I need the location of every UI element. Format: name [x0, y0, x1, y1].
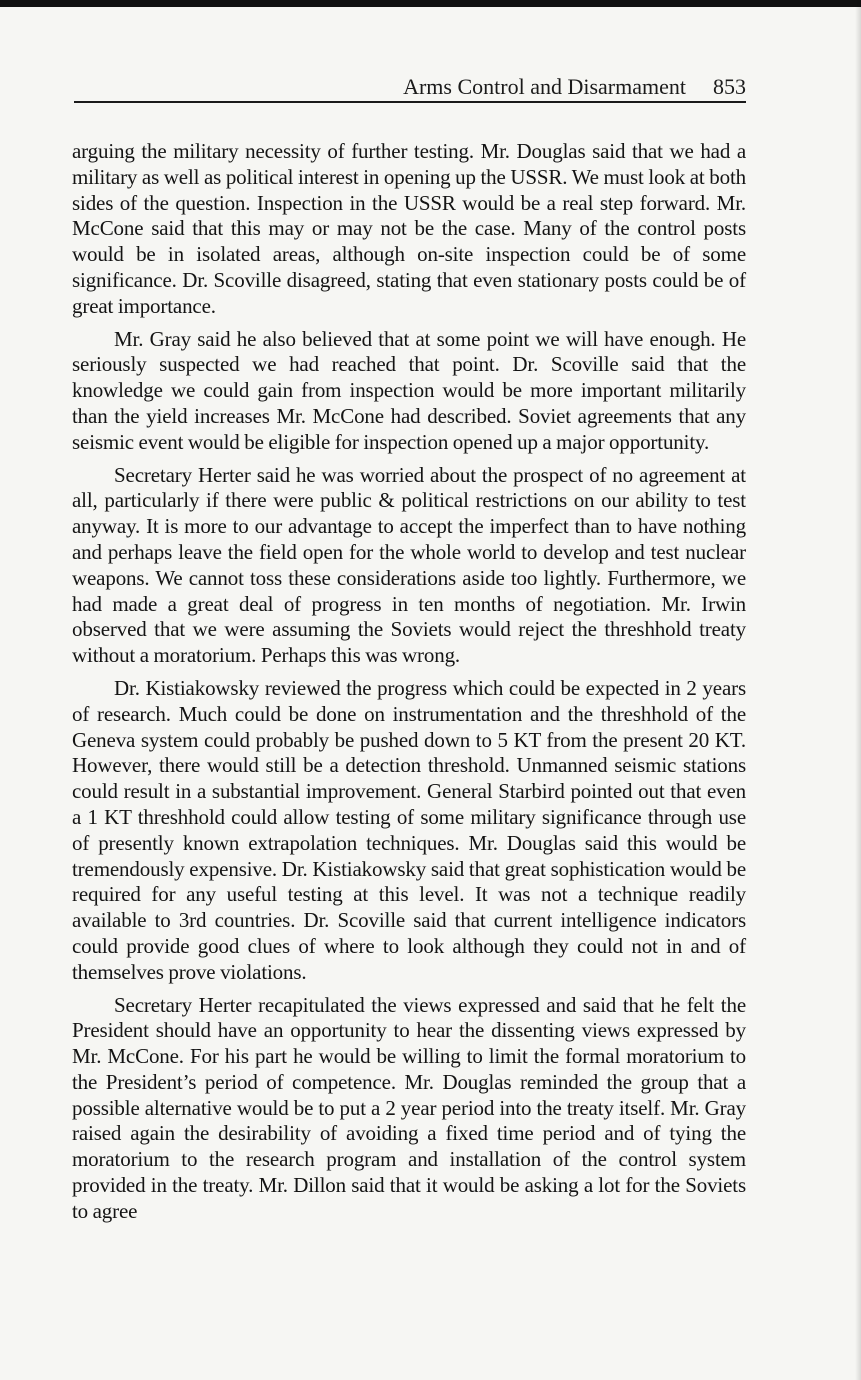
paragraph-1: arguing the military necessity of further testing. Mr. Douglas said that we had a military as well as political interest in opening up the USSR. We must look at both sides of the question. Inspection in the USSR would be a real step forward. Mr. McCone said that this may or may not be the case. Many of the control posts would be in isolated areas, although on-site inspection could be of some significance. Dr. Scoville disagreed, stating that even stationary posts could be of great importance. — [72, 139, 746, 318]
paragraph-4: Dr. Kistiakowsky reviewed the progress which could be expected in 2 years of research. Much could be done on instrumentation and the threshhold of the Geneva system could probably be pushed down to 5 KT from the present 20 KT. However, there would still be a detection threshold. Unmanned seismic stations could result in a substantial improvement. General Starbird pointed out that even a 1 KT threshhold could allow testing of some military significance through use of presently known extrapolation techniques. Mr. Douglas said this would be tremendously expensive. Dr. Kistiakowsky said that great sophistication would be required for any useful testing at this level. It was not a technique readily available to 3rd countries. Dr. Scoville said that current intelligence indicators could provide good clues of where to look although they could not in and of themselves prove violations. — [72, 675, 746, 984]
paragraph-5: Secretary Herter recapitulated the views expressed and said that he felt the President should have an opportunity to hear the dissenting views expressed by Mr. McCone. For his part he would be willing to limit the formal moratorium to the President’s period of competence. Mr. Douglas reminded the group that a possible alternative would be to put a 2 year period into the treaty itself. Mr. Gray raised again the desirability of avoiding a fixed time period and of tying the moratorium to the research program and installation of the control system provided in the treaty. Mr. Dillon said that it would be asking a lot for the Soviets to agree — [72, 992, 746, 1223]
page-number: 853 — [713, 74, 746, 99]
running-header — [74, 74, 746, 102]
running-header-title: Arms Control and Disarmament — [403, 74, 686, 99]
body-text — [72, 139, 746, 1232]
scan-top-edge — [0, 0, 861, 7]
page-edge-shadow — [855, 0, 861, 1380]
header-rule — [74, 101, 746, 103]
paragraph-2: Mr. Gray said he also believed that at some point we will have enough. He seriously suspected we had reached that point. Dr. Scoville said that the knowledge we could gain from inspection would be more important militarily than the yield increases Mr. McCone had described. Soviet agreements that any seismic event would be eligible for inspection opened up a major opportunity. — [72, 326, 746, 454]
paragraph-3: Secretary Herter said he was worried about the prospect of no agreement at all, particularly if there were public & political restrictions on our ability to test anyway. It is more to our advantage to accept the imperfect than to have nothing and perhaps leave the field open for the whole world to develop and test nuclear weapons. We cannot toss these considerations aside too lightly. Furthermore, we had made a great deal of progress in ten months of negotiation. Mr. Irwin observed that we were assuming the Soviets would reject the threshhold treaty without a moratorium. Perhaps this was wrong. — [72, 462, 746, 668]
